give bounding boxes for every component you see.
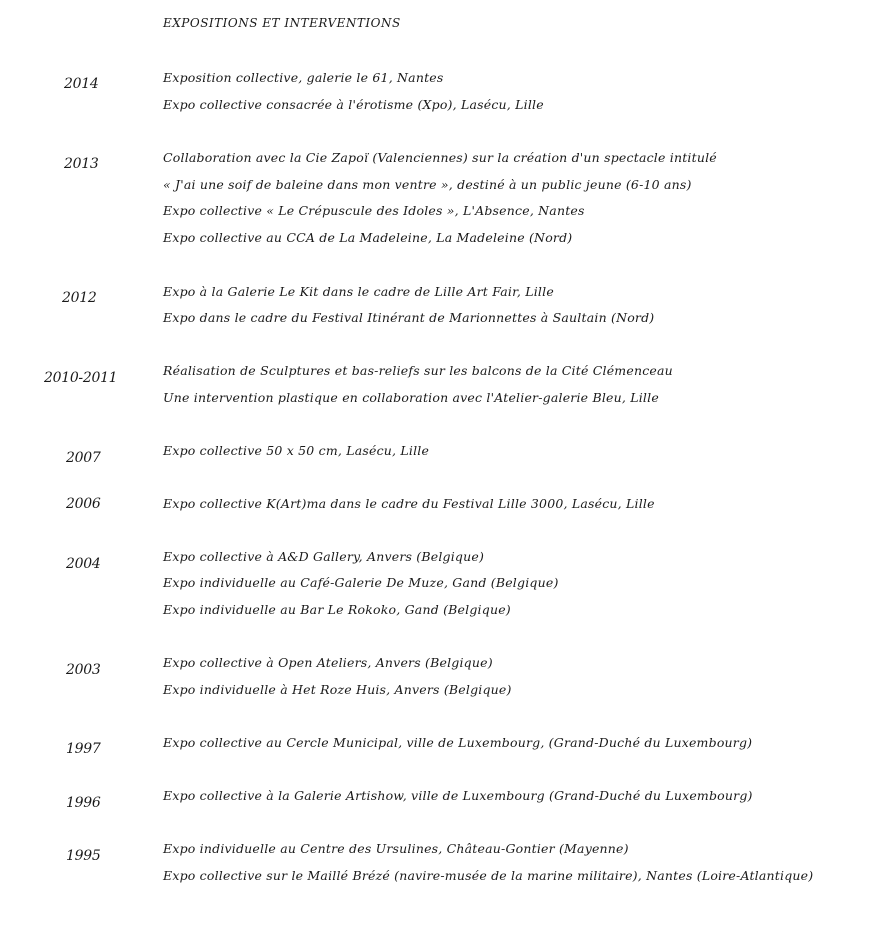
entry-line: Expo individuelle au Café-Galerie De Muze, Gand (Belgique) bbox=[163, 575, 559, 590]
entry-line: Expo collective K(Art)ma dans le cadre du Festival Lille 3000, Lasécu, Lille bbox=[163, 496, 655, 511]
year-label: 1996 bbox=[66, 795, 101, 811]
entry-line: Expo individuelle à Het Roze Huis, Anvers (Belgique) bbox=[163, 682, 512, 697]
entry-line: Expo à la Galerie Le Kit dans le cadre de Lille Art Fair, Lille bbox=[163, 284, 554, 299]
entry-line: Exposition collective, galerie le 61, Nantes bbox=[163, 70, 444, 85]
entry-line: Expo individuelle au Centre des Ursulines, Château-Gontier (Mayenne) bbox=[163, 841, 629, 856]
year-label: 2010-2011 bbox=[44, 370, 118, 386]
entry-line: Expo collective au Cercle Municipal, ville de Luxembourg, (Grand-Duché du Luxembourg) bbox=[163, 735, 753, 750]
year-label: 2012 bbox=[62, 290, 97, 306]
entry-line: Expo collective à A&D Gallery, Anvers (Belgique) bbox=[163, 549, 485, 564]
year-label: 2014 bbox=[64, 76, 99, 92]
entry-line: Expo collective sur le Maillé Brézé (navire-musée de la marine militaire), Nantes (Loire-Atlantique) bbox=[163, 868, 814, 883]
entry-line: Expo individuelle au Bar Le Rokoko, Gand (Belgique) bbox=[163, 602, 511, 617]
entry-line: « J'ai une soif de baleine dans mon ventre », destiné à un public jeune (6-10 ans) bbox=[163, 177, 692, 192]
entry-line: Expo collective à Open Ateliers, Anvers (Belgique) bbox=[163, 655, 493, 670]
entry-line: Expo collective au CCA de La Madeleine, La Madeleine (Nord) bbox=[163, 230, 573, 245]
year-label: 1997 bbox=[66, 741, 101, 757]
entry-line: Expo dans le cadre du Festival Itinérant de Marionnettes à Saultain (Nord) bbox=[163, 310, 655, 325]
year-label: 2006 bbox=[66, 496, 101, 512]
year-label: 2007 bbox=[66, 450, 101, 466]
page-title: EXPOSITIONS ET INTERVENTIONS bbox=[163, 16, 401, 30]
entry-line: Expo collective consacrée à l'érotisme (Xpo), Lasécu, Lille bbox=[163, 97, 544, 112]
year-label: 2004 bbox=[66, 556, 101, 572]
entry-line: Collaboration avec la Cie Zapoï (Valenciennes) sur la création d'un spectacle intitulé bbox=[163, 150, 717, 165]
year-label: 1995 bbox=[66, 848, 101, 864]
entry-line: Réalisation de Sculptures et bas-reliefs sur les balcons de la Cité Clémenceau bbox=[163, 363, 673, 378]
entry-line: Expo collective à la Galerie Artishow, ville de Luxembourg (Grand-Duché du Luxembourg) bbox=[163, 788, 753, 803]
entry-line: Expo collective 50 x 50 cm, Lasécu, Lille bbox=[163, 443, 430, 458]
entry-line: Une intervention plastique en collaboration avec l'Atelier-galerie Bleu, Lille bbox=[163, 390, 659, 405]
year-label: 2003 bbox=[66, 662, 101, 678]
entry-line: Expo collective « Le Crépuscule des Idoles », L'Absence, Nantes bbox=[163, 203, 585, 218]
year-label: 2013 bbox=[64, 156, 99, 172]
